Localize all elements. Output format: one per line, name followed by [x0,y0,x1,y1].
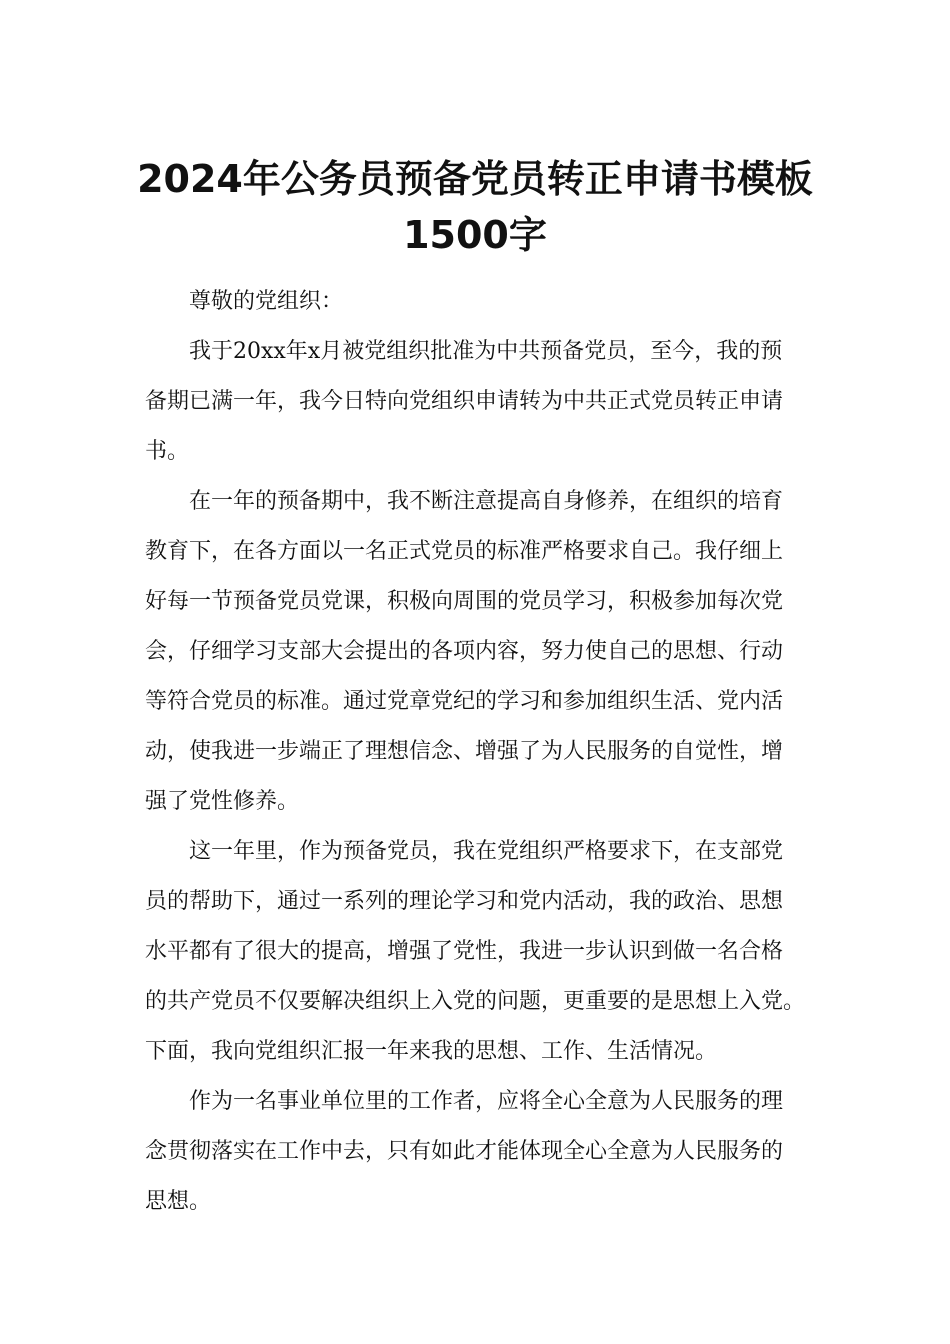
paragraph-2-line-3: 好每一节预备党员党课，积极向周围的党员学习，积极参加每次党 [145,589,784,614]
paragraph-3-line-5: 下面，我向党组织汇报一年来我的思想、工作、生活情况。 [145,1039,718,1064]
paragraph-1-line-3: 书。 [145,439,190,464]
document-title [0,151,950,263]
document-body [145,277,811,1227]
paragraph-2-line-6: 动，使我进一步端正了理想信念、增强了为人民服务的自觉性，增 [145,739,784,764]
paragraph-4-line-2: 念贯彻落实在工作中去，只有如此才能体现全心全意为人民服务的 [145,1139,784,1164]
title-line-1: 2024年公务员预备党员转正申请书模板 [137,157,813,202]
paragraph-4-line-1: 作为一名事业单位里的工作者，应将全心全意为人民服务的理 [189,1089,784,1114]
paragraph-2-line-1: 在一年的预备期中，我不断注意提高自身修养，在组织的培育 [189,489,784,514]
paragraph-2-line-4: 会，仔细学习支部大会提出的各项内容，努力使自己的思想、行动 [145,639,784,664]
title-line-2: 1500字 [403,213,547,258]
paragraph-3-line-2: 员的帮助下，通过一系列的理论学习和党内活动，我的政治、思想 [145,889,784,914]
paragraph-3-line-1: 这一年里，作为预备党员，我在党组织严格要求下，在支部党 [189,839,784,864]
paragraph-4-line-3: 思想。 [145,1189,212,1214]
paragraph-1-line-2: 备期已满一年，我今日特向党组织申请转为中共正式党员转正申请 [145,389,784,414]
paragraph-3-line-3: 水平都有了很大的提高，增强了党性，我进一步认识到做一名合格 [145,939,784,964]
paragraph-2-line-2: 教育下，在各方面以一名正式党员的标准严格要求自己。我仔细上 [145,539,784,564]
paragraph-2-line-7: 强了党性修养。 [145,789,300,814]
salutation: 尊敬的党组织： [189,289,344,314]
paragraph-1-line-1: 我于20xx年x月被党组织批准为中共预备党员，至今，我的预 [189,339,783,364]
paragraph-3-line-4: 的共产党员不仅要解决组织上入党的问题，更重要的是思想上入党。 [145,989,806,1014]
paragraph-2-line-5: 等符合党员的标准。通过党章党纪的学习和参加组织生活、党内活 [145,689,784,714]
